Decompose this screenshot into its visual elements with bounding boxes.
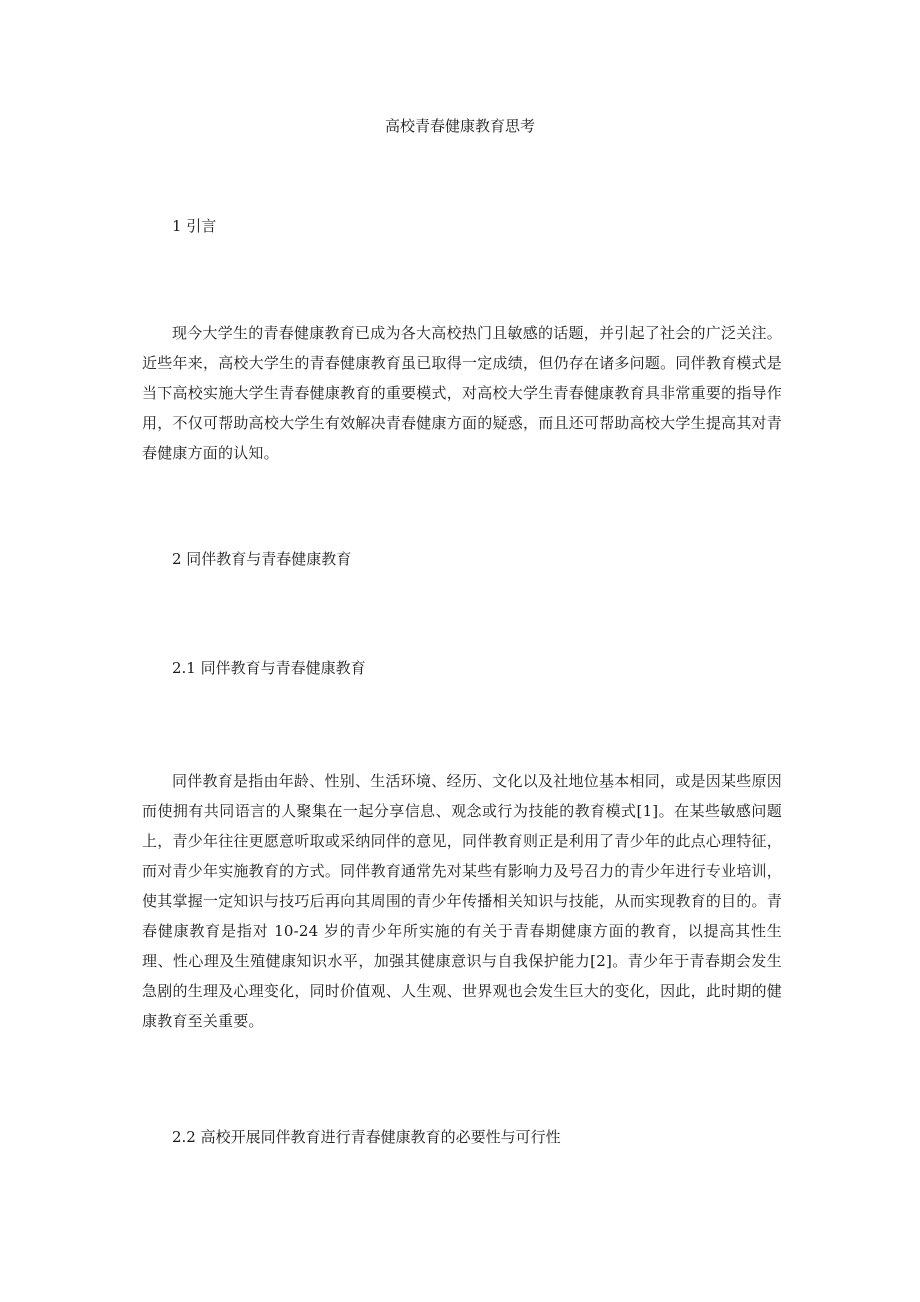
section-heading-peer-education: 2 同伴教育与青春健康教育 [172, 550, 352, 568]
document-title: 高校青春健康教育思考 [384, 117, 535, 135]
subsection-heading-2-2: 2.2 高校开展同伴教育进行青春健康教育的必要性与可行性 [172, 1128, 561, 1146]
subsection-heading-2-1: 2.1 同伴教育与青春健康教育 [172, 659, 366, 677]
section-heading-introduction: 1 引言 [172, 217, 217, 235]
paragraph-peer-education-definition: 同伴教育是指由年龄、性别、生活环境、经历、文化以及社地位基本相同，或是因某些原因而使拥有共同语言的人聚集在一起分享信息、观念或行为技能的教育模式[1]。在某些敏感问题上，青少年往往更愿意听取或采纳同伴的意见，同伴教育则正是利用了青少年的此点心理特征，而对青少年实施教育的方式。同伴教育通常先对某些有影响力及号召力的青少年进行专业培训，使其掌握一定知识与技巧后再向其周围的青少年传播相关知识与技能，从而实现教育的目的。青春健康教育是指对 10-24 岁的青少年所实施的有关于青春期健康方面的教育，以提高其性生理、性心理及生殖健康知识水平，加强其健康意识与自我保护能力[2]。青少年于青春期会发生急剧的生理及心理变化，同时价值观、人生观、世界观也会发生巨大的变化，因此，此时期的健康教育至关重要。 [142, 772, 782, 1030]
paragraph-introduction: 现今大学生的青春健康教育已成为各大高校热门且敏感的话题，并引起了社会的广泛关注。近些年来，高校大学生的青春健康教育虽已取得一定成绩，但仍存在诸多问题。同伴教育模式是当下高校实施大学生青春健康教育的重要模式，对高校大学生青春健康教育具非常重要的指导作用，不仅可帮助高校大学生有效解决青春健康方面的疑惑，而且还可帮助高校大学生提高其对青春健康方面的认知。 [142, 324, 782, 462]
